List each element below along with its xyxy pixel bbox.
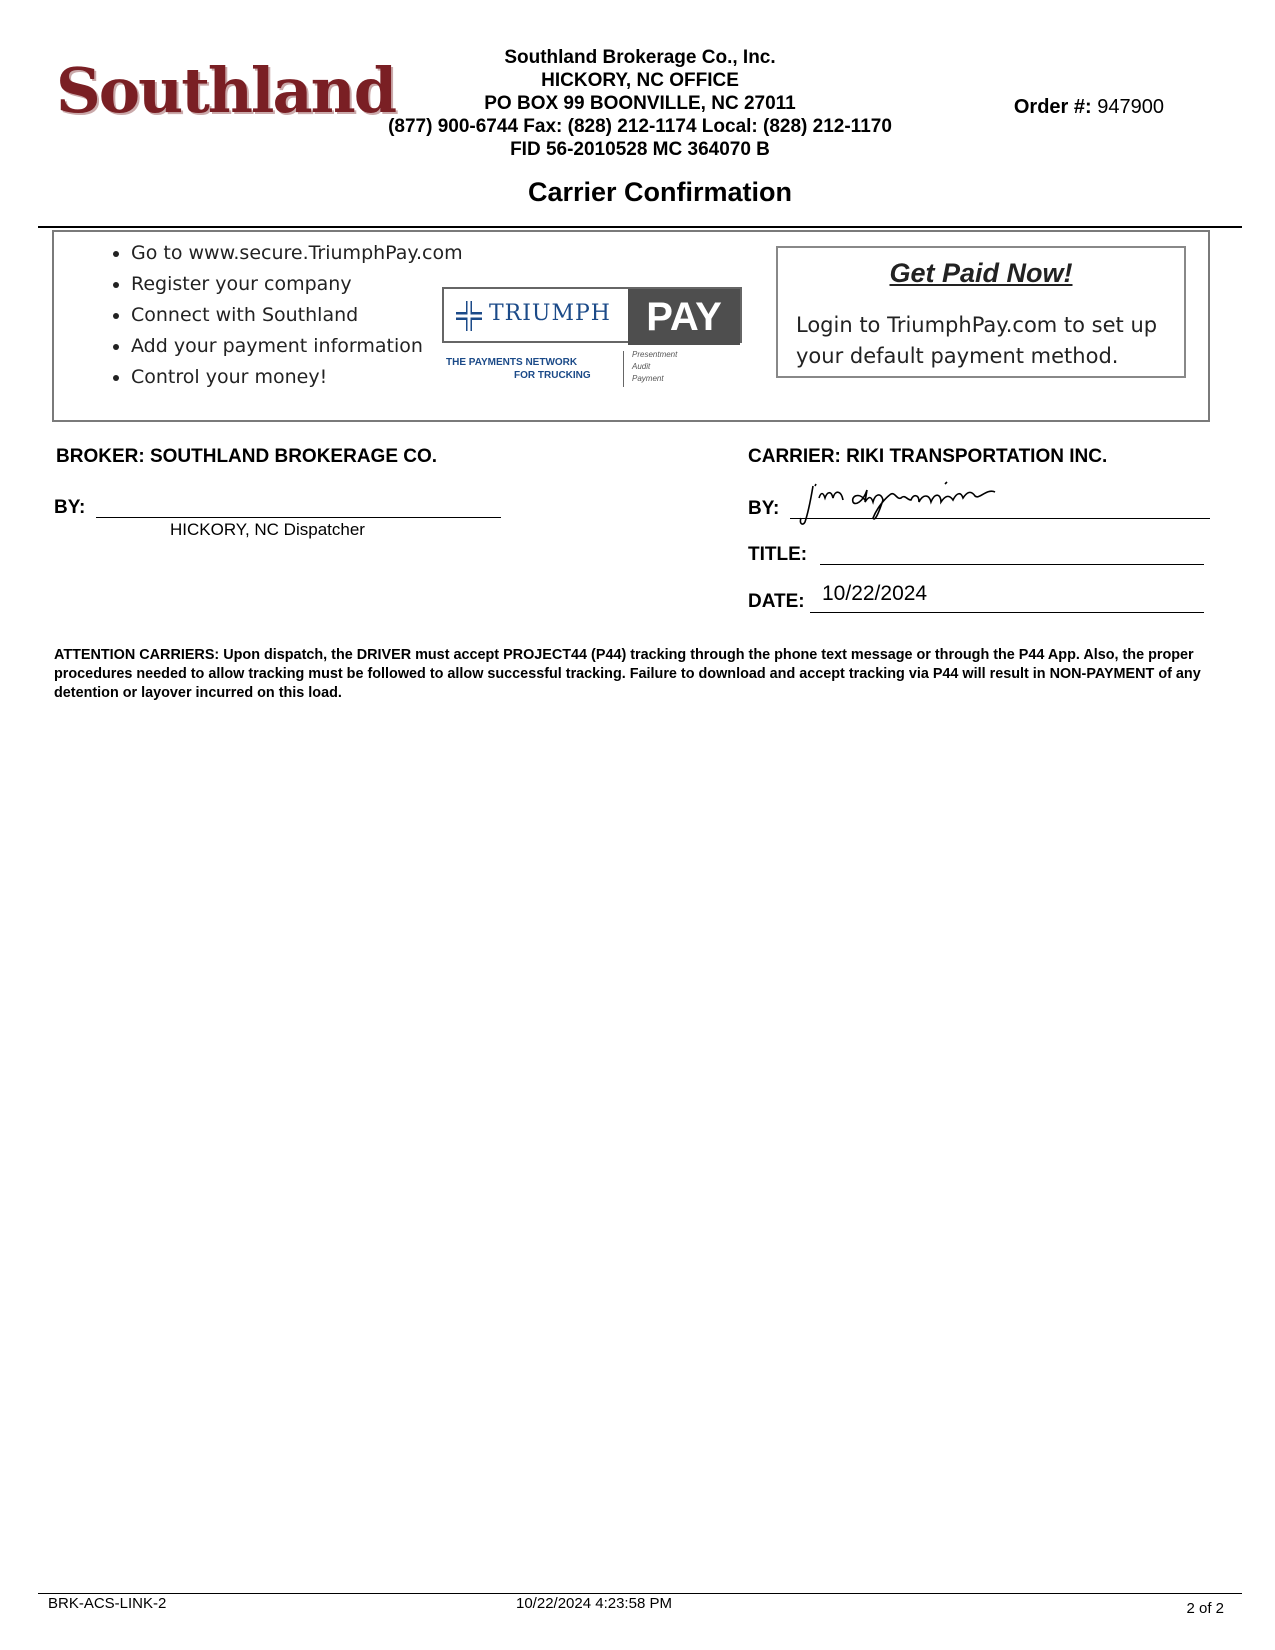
triumph-word: TRIUMPH	[489, 301, 611, 326]
broker-label: BROKER: SOUTHLAND BROKERAGE CO.	[56, 446, 438, 467]
broker-by-label: BY:	[54, 497, 86, 518]
order-value: 947900	[1097, 96, 1164, 118]
list-item: • Go to www.secure.TriumphPay.com	[131, 238, 463, 269]
footer-page-number: 2 of 2	[1186, 1600, 1224, 1617]
southland-logo: Southland	[56, 54, 396, 127]
company-ids: FID 56-2010528 MC 364070 B	[510, 139, 770, 160]
list-item: • Connect with Southland	[131, 300, 463, 331]
list-item: • Add your payment information	[131, 331, 463, 362]
triumphpay-logo-box	[442, 287, 742, 343]
small-line: Payment	[632, 374, 664, 383]
steps-list	[109, 238, 463, 393]
tagline-divider	[623, 351, 624, 387]
office-name: HICKORY, NC OFFICE	[541, 70, 739, 91]
company-header	[360, 46, 920, 161]
list-item: • Register your company	[131, 269, 463, 300]
date-value: 10/22/2024	[822, 582, 928, 605]
company-address: PO BOX 99 BOONVILLE, NC 27011	[484, 93, 796, 114]
title-label: TITLE:	[748, 544, 808, 565]
date-label: DATE:	[748, 591, 805, 612]
date-field-line[interactable]	[810, 612, 1204, 613]
triumphpay-logo	[442, 287, 742, 387]
order-label: Order #:	[1013, 96, 1092, 118]
get-paid-box	[776, 246, 1186, 378]
footer-divider	[38, 1593, 1242, 1594]
tagline-line-2: FOR TRUCKING	[514, 370, 591, 381]
cross-icon	[456, 301, 482, 331]
carrier-label: CARRIER: RIKI TRANSPORTATION INC.	[748, 446, 1108, 467]
carrier-by-label: BY:	[748, 498, 780, 519]
list-item: • Control your money!	[131, 362, 463, 393]
company-name: Southland Brokerage Co., Inc.	[504, 47, 776, 68]
title-field-line[interactable]	[820, 564, 1204, 565]
company-phones: (877) 900-6744 Fax: (828) 212-1174 Local: (828) 212-1170	[388, 116, 892, 137]
pay-word: PAY	[628, 289, 740, 345]
get-paid-title: Get Paid Now!	[889, 258, 1073, 288]
get-paid-body: Login to TriumphPay.com to set up your default payment method.	[796, 313, 1158, 368]
tagline-small-text	[632, 349, 677, 385]
carrier-signature	[795, 478, 1035, 528]
broker-signature-line[interactable]	[96, 517, 501, 518]
footer-form-id: BRK-ACS-LINK-2	[48, 1595, 167, 1612]
title-divider	[38, 226, 1242, 228]
tracking-notice: ATTENTION CARRIERS: Upon dispatch, the DRIVER must accept PROJECT44 (P44) tracking through the phone text message or through the P44 App. Also, the proper procedures needed to allow tracking must be followed to allow successful tracking. Failure to download and accept tracking via P44 will result in NON-PAYMENT of any detention or layover incurred on this load.	[54, 647, 1201, 701]
tagline-line-1: THE PAYMENTS NETWORK	[446, 357, 578, 368]
document-title: Carrier Confirmation	[527, 177, 793, 207]
order-number	[1014, 96, 1164, 119]
triumphpay-banner	[52, 230, 1210, 422]
small-line: Audit	[632, 362, 651, 371]
small-line: Presentment	[632, 350, 678, 359]
broker-dispatcher: HICKORY, NC Dispatcher	[170, 520, 365, 539]
footer-timestamp: 10/22/2024 4:23:58 PM	[516, 1595, 672, 1612]
